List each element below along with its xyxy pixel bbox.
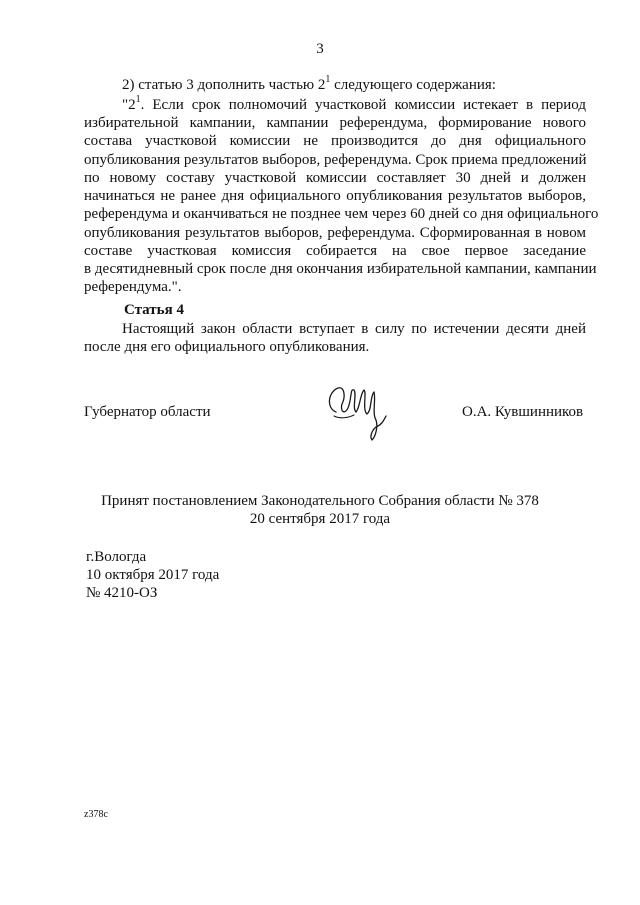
amendment-line-text: . Если срок полномочий участковой комиссии истекает в период (140, 97, 586, 113)
amendment-line: опубликования результатов выборов, референдума. Сформированная в новом (84, 225, 586, 241)
amendment-line: составе участковая комиссия собирается на свое первое заседание (84, 243, 586, 259)
adoption-date: 20 сентября 2017 года (249, 511, 391, 527)
article-line: после дня его официального опубликования. (84, 339, 370, 355)
amendment-line: опубликования результатов выборов, референдума. Срок приема предложений (84, 152, 587, 168)
page-number: 3 (316, 41, 324, 57)
amendment-line: начинаться не ранее дня официального опубликования результатов выборов, (84, 188, 586, 204)
amendment-line: по новому составу участковой комиссии составляет 30 дней и должен (84, 170, 586, 186)
amendment-line: референдума и оканчиваться не позднее чем через 60 дней со дня официального (84, 206, 599, 222)
amendment-line: избирательной кампании, кампании референдума, формирование нового (84, 115, 586, 131)
adoption-line: Принят постановлением Законодательного Собрания области № 378 (101, 493, 539, 509)
amendment-line: состава участковой комиссии не производится до дня официального (84, 133, 586, 149)
signatory-name: О.А. Кувшинников (462, 404, 584, 420)
amendment-intro (122, 76, 496, 94)
amendment-intro-text-end: следующего содержания: (330, 77, 496, 93)
document-code: z378c (84, 809, 108, 820)
amendment-intro-text: 2) статью 3 дополнить частью 2 (122, 77, 326, 93)
amendment-line-superscript: 1 (135, 94, 141, 105)
signing-date: 10 октября 2017 года (86, 567, 220, 583)
article-line: Настоящий закон области вступает в силу по истечении десяти дней (122, 321, 586, 337)
handwritten-signature (322, 378, 396, 448)
amendment-intro-superscript: 1 (325, 74, 331, 85)
amendment-line (122, 96, 586, 114)
signatory-position: Губернатор области (84, 404, 211, 420)
signature-svg (322, 378, 396, 448)
amendment-line: в десятидневный срок после дня окончания избирательной кампании, кампании (84, 261, 597, 277)
city: г.Вологда (86, 549, 147, 565)
article-heading: Статья 4 (124, 302, 184, 318)
amendment-line: референдума.". (84, 279, 182, 295)
law-number: № 4210-ОЗ (86, 585, 158, 601)
amendment-line-prefix: "2 (122, 97, 136, 113)
